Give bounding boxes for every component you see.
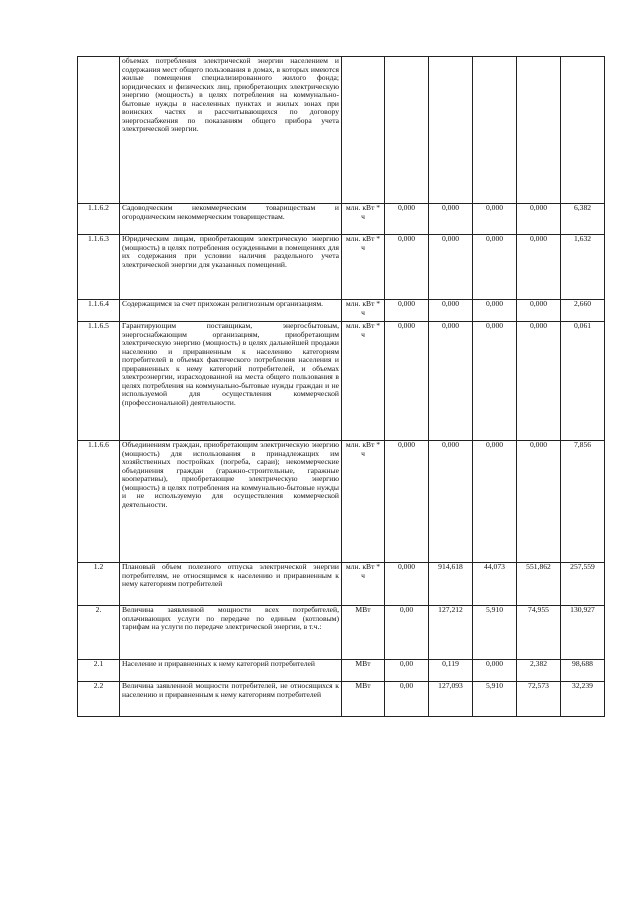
row-code [78, 57, 120, 204]
row-code: 2.1 [78, 660, 120, 682]
row-value: 0,000 [385, 563, 429, 606]
row-value: 0,000 [517, 235, 561, 300]
row-code: 1.1.6.5 [78, 322, 120, 441]
row-value: 0,000 [517, 300, 561, 322]
row-description: Содержащимся за счет прихожан религиозным организациям. [120, 300, 342, 322]
row-unit: млн. кВт * ч [342, 204, 385, 235]
row-value: 551,862 [517, 563, 561, 606]
row-unit: млн. кВт * ч [342, 300, 385, 322]
tariff-table [77, 56, 605, 717]
row-value [517, 57, 561, 204]
row-value: 7,856 [561, 441, 605, 563]
row-value: 127,212 [429, 606, 473, 660]
row-value: 0,000 [473, 660, 517, 682]
row-value: 0,000 [473, 204, 517, 235]
row-value [561, 57, 605, 204]
row-description: Юридическим лицам, приобретающим электрическую энергию (мощность) в целях потребления осужденными в помещениях для их содержания при условии наличия раздельного учета электрической энергии для указанных помещений. [120, 235, 342, 300]
row-value: 74,955 [517, 606, 561, 660]
row-value: 0,000 [429, 441, 473, 563]
table-row [78, 204, 605, 235]
row-unit: млн. кВт * ч [342, 441, 385, 563]
row-value: 0,000 [473, 235, 517, 300]
row-description: Гарантирующим поставщикам, энергосбытовым, энергоснабжающим организациям, приобретающим электрическую энергию (мощность) в целях дальнейшей продажи населению и приравненным к населению категориям потребителей в объемах фактического потребления населения и приравненных к нему категорий потребителей, и объемах электроэнергии, израсходованной на места общего пользования в целях потребления на коммунально-бытовые нужды граждан и не используемой для осуществления коммерческой (профессиональной) деятельности. [120, 322, 342, 441]
table-row [78, 235, 605, 300]
row-value: 0,00 [385, 682, 429, 717]
table-row [78, 300, 605, 322]
table-row [78, 441, 605, 563]
row-value [429, 57, 473, 204]
row-value: 0,000 [517, 204, 561, 235]
row-code: 2. [78, 606, 120, 660]
row-value: 0,000 [473, 300, 517, 322]
table-row [78, 682, 605, 717]
row-unit: млн. кВт * ч [342, 235, 385, 300]
row-value: 2,382 [517, 660, 561, 682]
row-value: 0,00 [385, 606, 429, 660]
row-code: 1.1.6.4 [78, 300, 120, 322]
row-description: Садоводческим некоммерческим товариществам и огородническим некоммерческим товариществам. [120, 204, 342, 235]
row-unit: млн. кВт * ч [342, 563, 385, 606]
table-row [78, 606, 605, 660]
row-value: 0,000 [385, 322, 429, 441]
row-description: Плановый объем полезного отпуска электрической энергии потребителям, не относящимся к населению и приравненным к нему категориям потребителей [120, 563, 342, 606]
row-code: 1.1.6.2 [78, 204, 120, 235]
row-value: 98,688 [561, 660, 605, 682]
row-value: 0,000 [429, 204, 473, 235]
row-value: 130,927 [561, 606, 605, 660]
row-value: 0,000 [385, 204, 429, 235]
row-description: Величина заявленной мощности всех потребителей, оплачивающих услуги по передаче по единым (котловым) тарифам на услуги по передаче электрической энергии, в т.ч.: [120, 606, 342, 660]
table-row [78, 563, 605, 606]
table-row [78, 57, 605, 204]
row-code: 1.2 [78, 563, 120, 606]
row-value: 0,000 [473, 322, 517, 441]
row-value: 72,573 [517, 682, 561, 717]
row-value: 0,119 [429, 660, 473, 682]
row-value: 2,660 [561, 300, 605, 322]
row-code: 2.2 [78, 682, 120, 717]
row-description: Объединениям граждан, приобретающим электрическую энергию (мощность) для использования в принадлежащих им хозяйственных постройках (погреба, сараи); некоммерческие объединения граждан (гаражно-строительные, гаражные кооперативы), приобретающие электрическую энергию (мощность) в целях потребления на коммунально-бытовые нужды и не используемую для осуществления коммерческой деятельности. [120, 441, 342, 563]
row-description: Величина заявленной мощности потребителей, не относящихся к населению и приравненным к нему категориям потребителей [120, 682, 342, 717]
row-value: 0,000 [517, 322, 561, 441]
row-value: 0,000 [385, 235, 429, 300]
row-value: 127,093 [429, 682, 473, 717]
row-description: Население и приравненных к нему категорий потребителей [120, 660, 342, 682]
row-value: 6,382 [561, 204, 605, 235]
row-unit: МВт [342, 606, 385, 660]
row-value: 257,559 [561, 563, 605, 606]
row-description: объемах потребления электрической энергии населением и содержания мест общего пользования в домах, в которых имеются жилые помещения специализированного жилого фонда; юридических и физических лиц, приобретающих электрическую энергию (мощность) в целях потребления на коммунально-бытовые нужды в населенных пунктах и жилых зонах при воинских частях и рассчитывающихся по договору энергоснабжения по показаниям общего прибора учета электрической энергии. [120, 57, 342, 204]
row-value: 0,000 [473, 441, 517, 563]
row-value [385, 57, 429, 204]
row-value: 0,000 [429, 300, 473, 322]
row-value: 0,061 [561, 322, 605, 441]
row-value: 914,618 [429, 563, 473, 606]
row-value: 32,239 [561, 682, 605, 717]
row-code: 1.1.6.6 [78, 441, 120, 563]
row-value: 0,000 [517, 441, 561, 563]
row-value: 1,632 [561, 235, 605, 300]
row-unit: млн. кВт * ч [342, 322, 385, 441]
row-code: 1.1.6.3 [78, 235, 120, 300]
row-value: 5,910 [473, 682, 517, 717]
row-unit: МВт [342, 660, 385, 682]
row-unit: МВт [342, 682, 385, 717]
row-value: 0,000 [385, 300, 429, 322]
row-value: 44,073 [473, 563, 517, 606]
table-row [78, 322, 605, 441]
row-value: 0,00 [385, 660, 429, 682]
row-value: 0,000 [429, 322, 473, 441]
table-row [78, 660, 605, 682]
row-value: 0,000 [385, 441, 429, 563]
row-value: 0,000 [429, 235, 473, 300]
row-unit [342, 57, 385, 204]
row-value [473, 57, 517, 204]
row-value: 5,910 [473, 606, 517, 660]
